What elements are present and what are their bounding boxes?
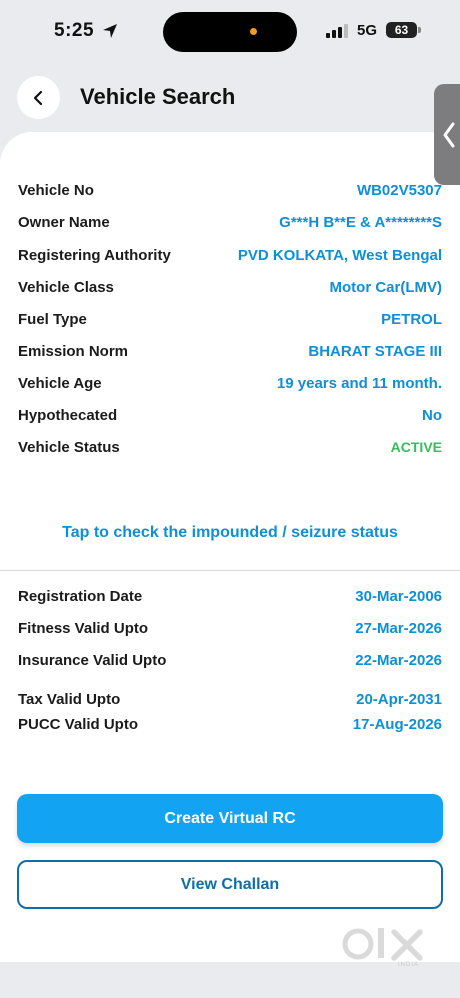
battery-level: 63 [386,22,417,38]
validity-label: Registration Date [18,587,143,605]
detail-row-hypothecated [18,403,442,427]
detail-value: Motor Car(LMV) [329,278,442,296]
validity-value: 27-Mar-2026 [355,619,442,637]
network-type: 5G [357,22,378,39]
side-panel-handle[interactable] [434,84,460,185]
detail-label: Registering Authority [18,246,171,264]
detail-label: Fuel Type [18,310,87,328]
detail-value: PETROL [381,310,442,328]
status-time: 5:25 [54,20,95,41]
privacy-indicator [250,28,257,35]
detail-value: 19 years and 11 month. [276,374,442,392]
validity-label: Fitness Valid Upto [18,619,149,637]
location-arrow-icon [102,23,118,39]
detail-row-emission-norm [18,339,442,363]
validity-label: Insurance Valid Upto [18,651,167,669]
validity-row-registration-date [18,584,442,608]
detail-label: Vehicle Class [18,278,114,296]
detail-value: No [422,406,442,424]
detail-label: Owner Name [18,213,110,231]
validity-row-tax [18,687,442,711]
validity-row-insurance [18,648,442,672]
validity-value: 17-Aug-2026 [352,715,442,733]
signal-bars-icon [326,24,348,38]
seizure-status-link[interactable]: Tap to check the impounded / seizure status [62,524,398,541]
detail-label: Vehicle No [18,181,94,199]
detail-row-fuel-type [18,307,442,331]
chevron-left-icon [442,121,456,149]
detail-value: G***H B**E & A********S [279,213,442,231]
detail-value: WB02V5307 [356,181,442,199]
validity-row-fitness [18,616,442,640]
status-bar [0,0,460,62]
view-challan-button[interactable]: View Challan [17,860,443,909]
page-title: Vehicle Search [80,84,236,109]
validity-value: 30-Mar-2006 [355,587,442,605]
battery-tip [418,27,421,33]
detail-value: BHARAT STAGE III [308,342,442,360]
status-badge: ACTIVE [390,439,442,455]
detail-value: PVD KOLKATA, West Bengal [237,246,442,264]
olx-watermark-sub: INDIA [398,962,420,968]
validity-value: 20-Apr-2031 [356,690,442,708]
detail-row-vehicle-age [18,371,442,395]
validity-label: PUCC Valid Upto [18,715,139,733]
validity-label: Tax Valid Upto [18,690,121,708]
detail-row-vehicle-status [18,435,442,459]
detail-row-owner-name [18,210,442,234]
detail-row-registering-authority [18,243,442,267]
detail-row-vehicle-no [18,178,442,202]
validity-row-pucc [18,712,442,736]
chevron-left-icon [32,90,46,106]
validity-value: 22-Mar-2026 [355,651,442,669]
detail-label: Vehicle Status [18,438,120,456]
detail-label: Emission Norm [18,342,129,360]
create-virtual-rc-button[interactable]: Create Virtual RC [17,794,443,843]
detail-label: Vehicle Age [18,374,102,392]
detail-label: Hypothecated [18,406,118,424]
back-button[interactable] [17,76,60,119]
detail-row-vehicle-class [18,275,442,299]
dynamic-island [163,12,297,52]
section-divider [0,570,460,571]
